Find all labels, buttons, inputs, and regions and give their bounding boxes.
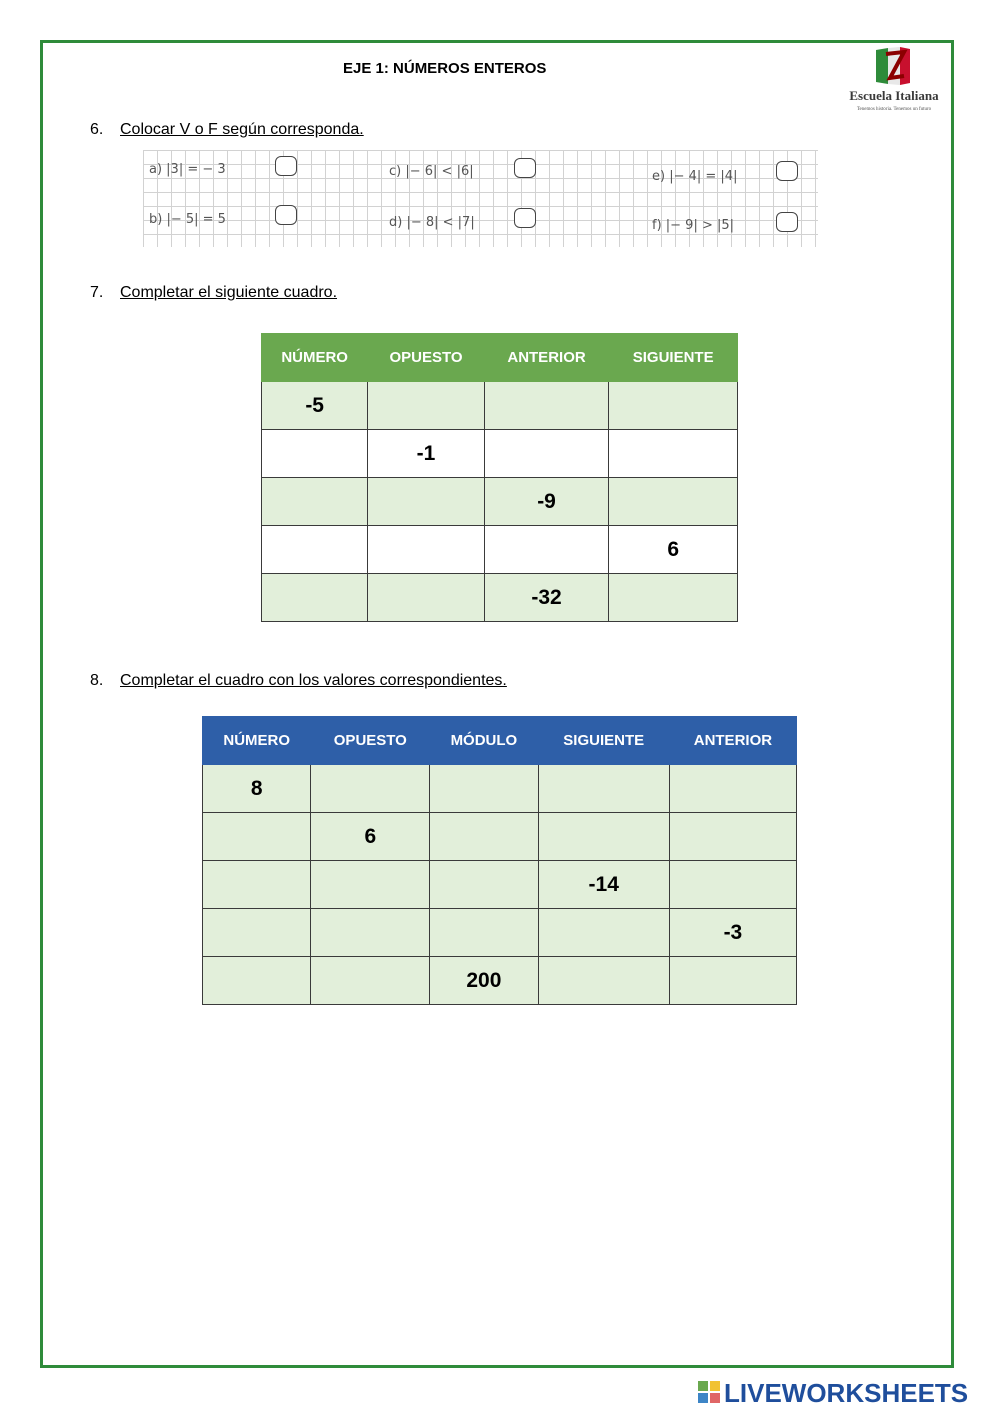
table-cell: 200 bbox=[430, 957, 538, 1005]
answer-cell[interactable] bbox=[669, 861, 796, 909]
school-logo bbox=[838, 46, 950, 116]
answer-cell[interactable] bbox=[484, 382, 609, 430]
answer-cell[interactable] bbox=[368, 478, 484, 526]
header-anterior: ANTERIOR bbox=[484, 334, 609, 382]
table-row bbox=[203, 957, 797, 1005]
answer-cell[interactable] bbox=[609, 430, 738, 478]
answer-box-a[interactable] bbox=[275, 156, 297, 176]
question-text: Completar el siguiente cuadro. bbox=[120, 284, 338, 301]
table-cell: -3 bbox=[669, 909, 796, 957]
header-siguiente: SIGUIENTE bbox=[609, 334, 738, 382]
header-modulo: MÓDULO bbox=[430, 717, 538, 765]
liveworksheets-brand[interactable] bbox=[698, 1378, 994, 1408]
header-numero: NÚMERO bbox=[203, 717, 311, 765]
statement-d: d) |− 8| < |7| bbox=[389, 215, 475, 230]
answer-cell[interactable] bbox=[484, 430, 609, 478]
table-cell: -9 bbox=[484, 478, 609, 526]
answer-cell[interactable] bbox=[311, 765, 430, 813]
question-number: 8. bbox=[90, 672, 104, 689]
answer-cell[interactable] bbox=[262, 430, 368, 478]
table-row bbox=[262, 430, 738, 478]
answer-cell[interactable] bbox=[368, 382, 484, 430]
integers-table bbox=[261, 333, 738, 622]
question-text: Completar el cuadro con los valores correspondientes. bbox=[120, 672, 507, 689]
answer-box-e[interactable] bbox=[776, 161, 798, 181]
answer-cell[interactable] bbox=[538, 957, 669, 1005]
answer-cell[interactable] bbox=[311, 909, 430, 957]
answer-cell[interactable] bbox=[311, 861, 430, 909]
table-row bbox=[262, 526, 738, 574]
header-opuesto: OPUESTO bbox=[368, 334, 484, 382]
table-row bbox=[203, 813, 797, 861]
answer-box-f[interactable] bbox=[776, 212, 798, 232]
table-cell: -32 bbox=[484, 574, 609, 622]
answer-cell[interactable] bbox=[203, 909, 311, 957]
answer-cell[interactable] bbox=[484, 526, 609, 574]
header-opuesto: OPUESTO bbox=[311, 717, 430, 765]
answer-cell[interactable] bbox=[430, 861, 538, 909]
table-cell: 8 bbox=[203, 765, 311, 813]
answer-cell[interactable] bbox=[538, 813, 669, 861]
table-cell: 6 bbox=[311, 813, 430, 861]
answer-cell[interactable] bbox=[203, 957, 311, 1005]
true-false-grid bbox=[143, 150, 818, 247]
answer-cell[interactable] bbox=[262, 574, 368, 622]
answer-cell[interactable] bbox=[203, 861, 311, 909]
answer-cell[interactable] bbox=[262, 526, 368, 574]
question-number: 6. bbox=[90, 121, 104, 138]
answer-box-d[interactable] bbox=[514, 208, 536, 228]
answer-cell[interactable] bbox=[669, 813, 796, 861]
answer-cell[interactable] bbox=[669, 765, 796, 813]
table-header-row bbox=[203, 717, 797, 765]
header-anterior: ANTERIOR bbox=[669, 717, 796, 765]
brand-text: LIVEWORKSHEETS bbox=[724, 1378, 969, 1408]
table-row bbox=[203, 765, 797, 813]
header-numero: NÚMERO bbox=[262, 334, 368, 382]
statement-e: e) |− 4| = |4| bbox=[652, 169, 738, 184]
question-8 bbox=[90, 672, 507, 690]
question-text: Colocar V o F según corresponda. bbox=[120, 121, 364, 138]
answer-cell[interactable] bbox=[609, 574, 738, 622]
statement-b: b) |− 5| = 5 bbox=[149, 212, 226, 227]
answer-cell[interactable] bbox=[538, 909, 669, 957]
answer-cell[interactable] bbox=[609, 382, 738, 430]
table-row bbox=[203, 861, 797, 909]
table-row bbox=[203, 909, 797, 957]
table-row bbox=[262, 574, 738, 622]
answer-cell[interactable] bbox=[368, 574, 484, 622]
answer-cell[interactable] bbox=[311, 957, 430, 1005]
table-header-row bbox=[262, 334, 738, 382]
answer-cell[interactable] bbox=[430, 813, 538, 861]
question-number: 7. bbox=[90, 284, 104, 301]
table-cell: -14 bbox=[538, 861, 669, 909]
answer-box-c[interactable] bbox=[514, 158, 536, 178]
liveworksheets-icon bbox=[698, 1381, 720, 1405]
page-title: EJE 1: NÚMEROS ENTEROS bbox=[343, 60, 547, 77]
answer-box-b[interactable] bbox=[275, 205, 297, 225]
question-7 bbox=[90, 284, 337, 302]
logo-name: Escuela Italiana bbox=[849, 88, 939, 103]
answer-cell[interactable] bbox=[538, 765, 669, 813]
table-cell: -5 bbox=[262, 382, 368, 430]
logo-mark-icon bbox=[874, 46, 912, 86]
table-cell: -1 bbox=[368, 430, 484, 478]
answer-cell[interactable] bbox=[430, 909, 538, 957]
answer-cell[interactable] bbox=[262, 478, 368, 526]
values-table bbox=[202, 716, 797, 1005]
question-6 bbox=[90, 121, 364, 139]
answer-cell[interactable] bbox=[669, 957, 796, 1005]
answer-cell[interactable] bbox=[609, 478, 738, 526]
header-siguiente: SIGUIENTE bbox=[538, 717, 669, 765]
table-cell: 6 bbox=[609, 526, 738, 574]
answer-cell[interactable] bbox=[203, 813, 311, 861]
logo-tagline: Tenemos historia. Tenemos un futuro bbox=[856, 107, 932, 112]
statement-a: a) |3| = − 3 bbox=[149, 162, 226, 177]
answer-cell[interactable] bbox=[368, 526, 484, 574]
table-row bbox=[262, 478, 738, 526]
answer-cell[interactable] bbox=[430, 765, 538, 813]
table-row bbox=[262, 382, 738, 430]
statement-f: f) |− 9| > |5| bbox=[652, 218, 735, 233]
statement-c: c) |− 6| < |6| bbox=[389, 164, 474, 179]
